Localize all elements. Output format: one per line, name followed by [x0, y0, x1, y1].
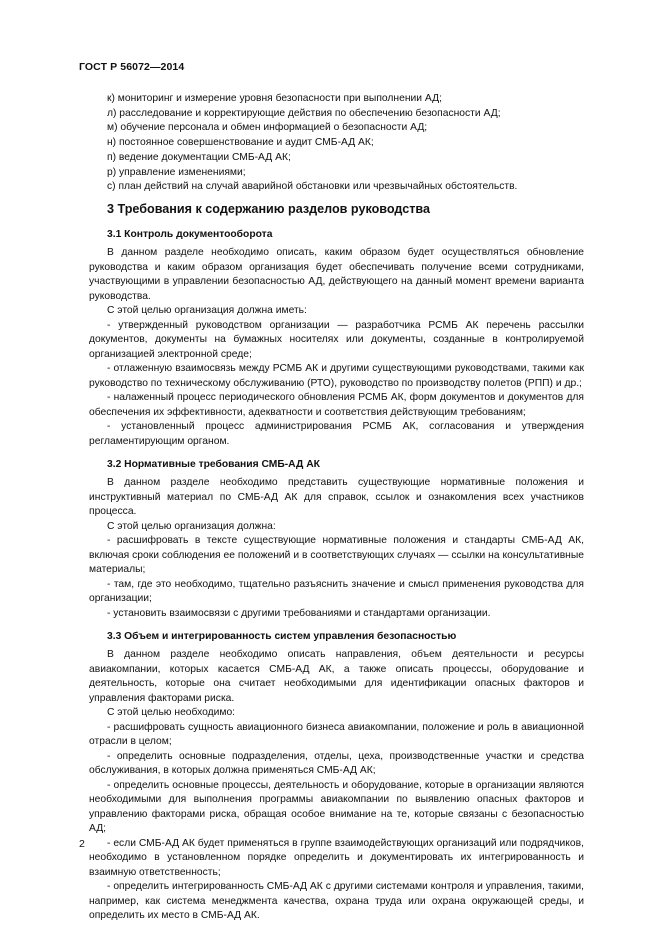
- paragraph: В данном разделе необходимо описать направления, объем деятельности и ресурсы авиакомпании, которых касается СМБ-АД АК, а также описать процессы, оборудование и деятельность, которые она считает необходимыми для идентификации опасных факторов и управления факторами риска.: [89, 649, 584, 704]
- list-item: к) мониторинг и измерение уровня безопасности при выполнении АД;: [107, 93, 442, 104]
- list-item: с) план действий на случай аварийной обстановки или чрезвычайных обстоятельств.: [107, 181, 518, 193]
- subsection-title: 3.1 Контроль документооборота: [107, 229, 273, 240]
- list-item: л) расследование и корректирующие действия по обеспечению безопасности АД;: [107, 107, 501, 119]
- paragraph: - определить основные процессы, деятельность и оборудование, которые в организации являются необходимыми для выполнения программы авиакомпании по выявлению опасных факторов и управлению факторами риска, обращая особое внимание на те, которые связаны с безопасностью АД;: [89, 779, 584, 834]
- subsection-title: 3.3 Объем и интегрированность систем управления безопасностью: [107, 631, 457, 642]
- paragraph: - утвержденный руководством организации — разработчика РСМБ АК перечень рассылки документов, документы на бумажных носителях или документы, созданные в контролируемой организацией электронной среде;: [89, 319, 584, 360]
- section-title: 3 Требования к содержанию разделов руководства: [107, 202, 430, 216]
- paragraph: С этой целью организация должна:: [107, 520, 276, 532]
- section-3: [89, 200, 584, 924]
- paragraph: - расшифровать сущность авиационного бизнеса авиакомпании, положение и роль в авиационной отрасли в целом;: [89, 721, 584, 747]
- paragraph: - установить взаимосвязи с другими требованиями и стандартами организации.: [107, 607, 491, 619]
- document-header: ГОСТ Р 56072—2014: [79, 61, 185, 73]
- paragraph: В данном разделе необходимо представить существующие нормативные положения и инструктивный материал по СМБ-АД АК для справок, ссылок и ознакомления всех участников процесса.: [89, 477, 584, 517]
- paragraph: - там, где это необходимо, тщательно разъяснить значение и смысл применения руководства для организации;: [89, 578, 584, 604]
- paragraph: - определить интегрированность СМБ-АД АК с другими системами контроля и управления, такими, например, как система менеджмента качества, охрана труда или охрана окружающей среды, и определить их место в СМБ-АД АК.: [89, 881, 584, 921]
- requirements-list: [89, 92, 584, 195]
- paragraph: - если СМБ-АД АК будет применяться в группе взаимодействующих организаций или подрядчиков, необходимо в установленном порядке определить и документировать их интегрированность и взаимную ответственность;: [89, 837, 584, 878]
- paragraph: - налаженный процесс периодического обновления РСМБ АК, форм документов и документов для обеспечения их эффективности, адекватности и соответствия действующим требованиям;: [89, 392, 584, 418]
- paragraph: - определить основные подразделения, отделы, цеха, производственные участки и средства обслуживания, в которых должна применяться СМБ-АД АК;: [89, 750, 584, 776]
- list-item: н) постоянное совершенствование и аудит СМБ-АД АК;: [107, 137, 374, 149]
- page-number: 2: [79, 838, 85, 850]
- list-item: м) обучение персонала и обмен информацией о безопасности АД;: [107, 122, 428, 134]
- paragraph: - отлаженную взаимосвязь между РСМБ АК и другими существующими руководствами, такими как руководство по техническому обслуживанию (РТО), руководство по производству полетов (РПП) и др.;: [89, 363, 584, 389]
- paragraph: С этой целью необходимо:: [107, 707, 236, 718]
- paragraph: - расшифровать в тексте существующие нормативные положения и стандарты СМБ-АД АК, включая сроки соблюдения ее положений и в соответствующих случаях — ссылки на консультативные материалы;: [89, 535, 584, 575]
- paragraph: - установленный процесс администрирования РСМБ АК, согласования и утверждения регламентирующим органом.: [89, 421, 584, 447]
- paragraph: С этой целью организация должна иметь:: [107, 305, 307, 316]
- subsection-title: 3.2 Нормативные требования СМБ-АД АК: [107, 459, 320, 470]
- list-item: п) ведение документации СМБ-АД АК;: [107, 151, 291, 163]
- list-item: р) управление изменениями;: [107, 166, 246, 178]
- paragraph: В данном разделе необходимо описать, каким образом будет осуществляться обновление руководства и каким образом организация будет обеспечивать получение всеми сотрудниками, участвующими в управлении безопасностью АД, действующего на данный момент времени варианта руководства.: [89, 247, 584, 302]
